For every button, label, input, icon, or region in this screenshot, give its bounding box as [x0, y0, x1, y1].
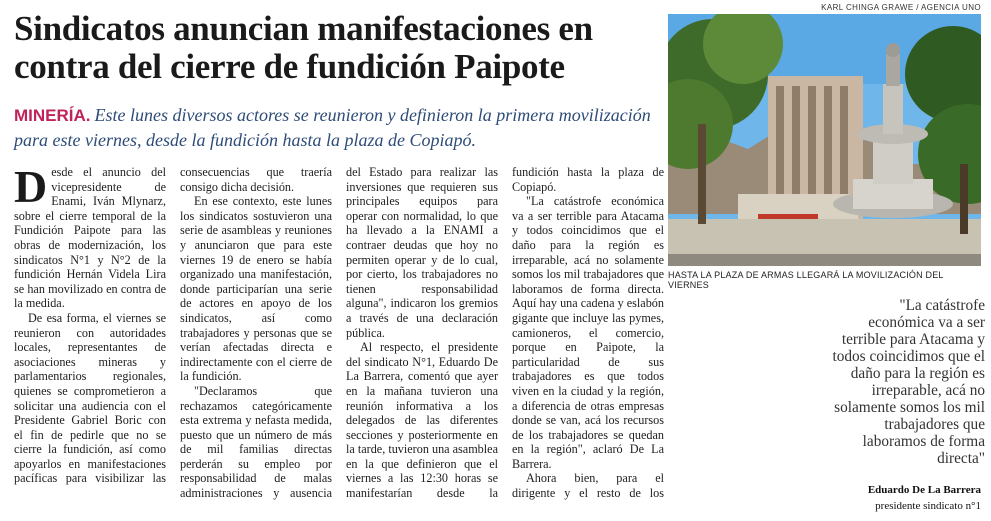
- section-label: MINERÍA.: [14, 106, 91, 125]
- photo-caption: HASTA LA PLAZA DE ARMAS LLEGARÁ LA MOVILIZACIÓN DEL VIERNES: [668, 270, 944, 290]
- news-photo: [668, 14, 981, 266]
- lead-paragraph: [14, 103, 654, 152]
- article-paragraph: Al respecto, el presidente del sindicato N°1, Eduardo De La Barrera, comentó que ayer en la mañana tuvieron una reunión informativa a los delegados de las diferentes secciones y posteriormente en la tarde, tuvieron una asamblea en la que definieron que el viernes a las 12:30 horas se manifestarían desde la fundición hasta la plaza de Copiapó.: [346, 165, 664, 501]
- article-body: [14, 165, 664, 515]
- plaza-illustration: [668, 14, 981, 266]
- pull-quote: "La catástrofe económica va a ser terrible para Atacama y todos coincidimos que el daño para la región es irreparable, acá no solamente somos los mil trabajadores que laboramos de forma directa": [832, 297, 985, 467]
- article-paragraph: En ese contexto, este lunes los sindicatos sostuvieron una serie de asambleas y reuniones y anunciaron que para este viernes 19 de enero se había organizado una manifestación, donde participarían una serie de actores en apoyo de los sindicatos, así como trabajadores y personas que se verían afectadas directa e indirectamente con el cierre de la fundición.: [180, 194, 332, 384]
- article-paragraph: "La catástrofe económica va a ser terrible para Atacama y todos coincidimos que el daño para la región es irreparable, acá no solamente somos los mil trabajadores que laboramos de forma directa. Aquí hay una cadena y eslabón gigante que incluye las pymes, camioneros, el comercio, porque en Paipote, la particularidad de sus trabajadores es que todos viven en la ciudad y la región, a diferencia de otras empresas donde se van, acá los recursos de los trabajadores se quedan en la región", aclaró De La Barrera.: [512, 194, 664, 471]
- photo-credit: KARL CHINGA GRAWE / AGENCIA UNO: [821, 3, 981, 12]
- headline: Sindicatos anuncian manifestaciones en contra del cierre de fundición Paipote: [14, 9, 593, 86]
- lead-text: Este lunes diversos actores se reunieron y definieron la primera movilización para este viernes, desde la fundición hasta la plaza de Copiapó.: [14, 105, 651, 150]
- article-paragraph: "Declaramos que rechazamos categóricamente esta extrema y nefasta medida, puesto que un número de más de mil familias directas perderán su empleo por responsabilidad de malas administraciones y ausencia del Estado para realizar las inversiones que requieren sus principales equipos para operar con normalidad, lo que ha llevado a la ENAMI a contraer deudas que hoy no permiten operar y de lo cual, por cierto, los trabajadores no tienen responsabilidad alguna", indicaron los gremios a través de una declaración pública.: [180, 165, 498, 501]
- article-paragraph: Ahora bien, para el dirigente y el resto de los: [512, 471, 664, 501]
- quote-author: Eduardo De La Barrera: [867, 484, 981, 496]
- quote-author-role: presidente sindicato n°1: [875, 500, 981, 512]
- article-paragraph: Desde el anuncio del vicepresidente de Enami, Iván Mlynarz, sobre el cierre temporal de la Fundición Paipote para las obras de modernización, los sindicatos N°1 y N°2 de la fundición Hernán Videla Lira se han movilizado en contra de la medida.: [14, 165, 166, 311]
- article-paragraph: De esa forma, el viernes se reunieron con autoridades locales, representantes de asociaciones mineras y parlamentarios regionales, quienes se comprometieron a solicitar una audiencia con el Presidente Gabriel Boric con el fin de pedirle que no se cierre la fundición, así como apoyarlos en manifestaciones pacíficas para visibilizar las consecuencias que traería consigo dicha decisión.: [14, 165, 332, 486]
- drop-cap: D: [14, 165, 48, 212]
